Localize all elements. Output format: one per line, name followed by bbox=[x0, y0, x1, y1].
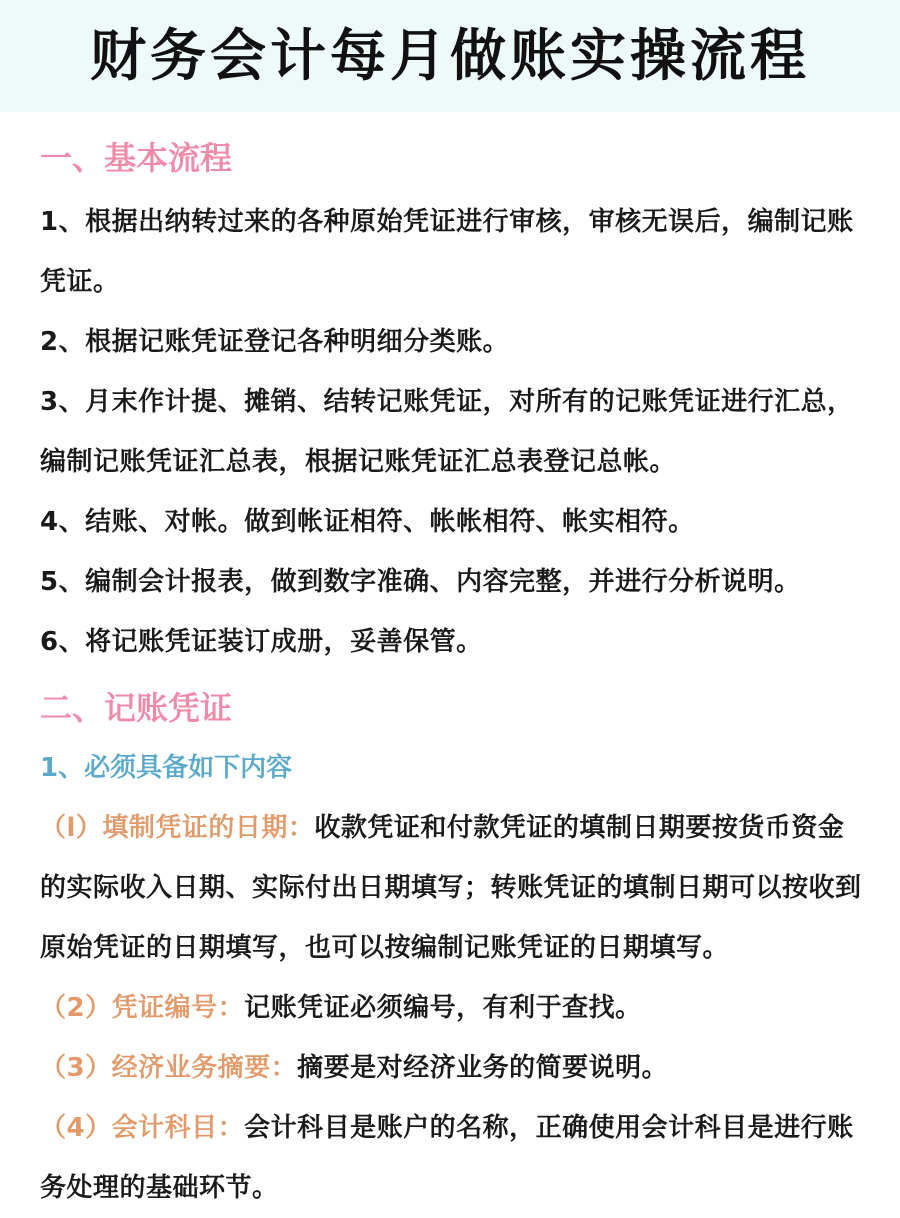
term-label: （l）填制凭证的日期： bbox=[40, 813, 315, 843]
voucher-item-account bbox=[40, 1098, 865, 1218]
process-step-1: 1、根据出纳转过来的各种原始凭证进行审核，审核无误后，编制记账凭证。 bbox=[40, 207, 854, 297]
term-description: 记账凭证必须编号，有利于查找。 bbox=[244, 993, 642, 1023]
process-step-2: 2、根据记账凭证登记各种明细分类账。 bbox=[40, 327, 510, 357]
process-step-5: 5、编制会计报表，做到数字准确、内容完整，并进行分析说明。 bbox=[40, 567, 801, 597]
term-description: 会计科目是账户的名称，正确使用会计科目是进行账务处理的基础环节。 bbox=[40, 1113, 854, 1203]
process-step-3: 3、月末作计提、摊销、结转记账凭证，对所有的记账凭证进行汇总，编制记账凭证汇总表，根据记账凭证汇总表登记总帐。 bbox=[40, 387, 854, 477]
term-description: 收款凭证和付款凭证的填制日期要按货币资金的实际收入日期、实际付出日期填写；转账凭证的填制日期可以按收到原始凭证的日期填写，也可以按编制记账凭证的日期填写。 bbox=[40, 813, 862, 963]
article-body bbox=[40, 132, 865, 1218]
term-description: 摘要是对经济业务的简要说明。 bbox=[297, 1053, 669, 1083]
term-label: （3）经济业务摘要： bbox=[40, 1053, 298, 1083]
term-label: （2）凭证编号： bbox=[40, 993, 245, 1023]
process-step-6: 6、将记账凭证装订成册，妥善保管。 bbox=[40, 627, 483, 657]
process-step-4: 4、结账、对帐。做到帐证相符、帐帐相符、帐实相符。 bbox=[40, 507, 695, 537]
voucher-item-number bbox=[40, 978, 865, 1038]
page-title: 财务会计每月做账实操流程 bbox=[90, 24, 810, 89]
section-heading-basic-process: 一、基本流程 bbox=[40, 139, 233, 177]
section-heading-voucher: 二、记账凭证 bbox=[40, 689, 233, 727]
voucher-item-date bbox=[40, 798, 865, 978]
voucher-item-summary bbox=[40, 1038, 865, 1098]
term-label: （4）会计科目： bbox=[40, 1113, 245, 1143]
subheading-required-content: 1、必须具备如下内容 bbox=[40, 753, 293, 783]
